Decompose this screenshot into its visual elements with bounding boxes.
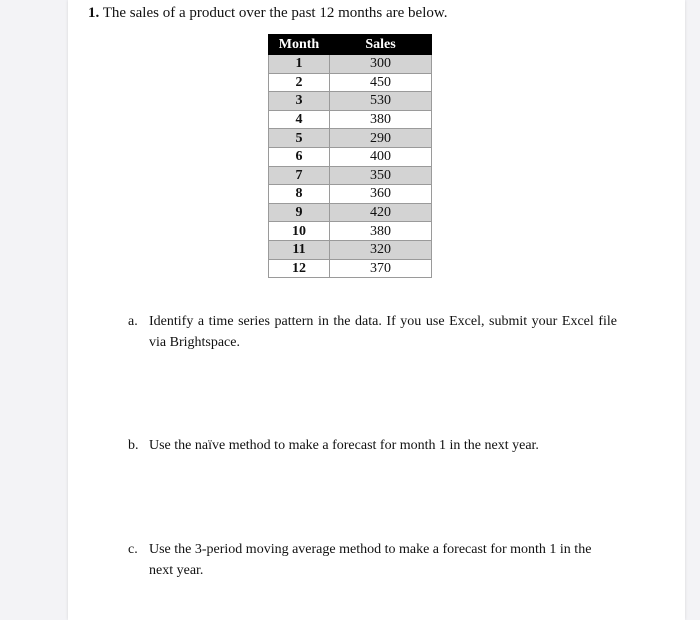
table-row bbox=[269, 185, 432, 204]
month-cell: 3 bbox=[269, 92, 330, 111]
sales-cell: 370 bbox=[330, 259, 432, 278]
part-b bbox=[128, 435, 628, 456]
sales-cell: 350 bbox=[330, 166, 432, 185]
sales-cell: 400 bbox=[330, 147, 432, 166]
table-row bbox=[269, 259, 432, 278]
sales-cell: 420 bbox=[330, 203, 432, 222]
month-cell: 8 bbox=[269, 185, 330, 204]
month-cell: 11 bbox=[269, 240, 330, 259]
month-cell: 9 bbox=[269, 203, 330, 222]
sales-cell: 300 bbox=[330, 55, 432, 74]
table-row bbox=[269, 55, 432, 74]
month-cell: 4 bbox=[269, 110, 330, 129]
table-row bbox=[269, 166, 432, 185]
sales-cell: 380 bbox=[330, 110, 432, 129]
table-row bbox=[269, 147, 432, 166]
part-b-text: Use the naïve method to make a forecast for month 1 in the next year. bbox=[149, 438, 539, 453]
question-heading bbox=[88, 5, 448, 22]
question-text: The sales of a product over the past 12 months are below. bbox=[102, 5, 448, 21]
part-a bbox=[128, 311, 628, 353]
header-sales: Sales bbox=[330, 35, 432, 55]
table-row bbox=[269, 129, 432, 148]
part-c bbox=[128, 539, 628, 581]
table-row bbox=[269, 203, 432, 222]
month-cell: 5 bbox=[269, 129, 330, 148]
sales-cell: 380 bbox=[330, 222, 432, 241]
sales-cell: 530 bbox=[330, 92, 432, 111]
part-b-letter: b. bbox=[128, 438, 139, 453]
sales-cell: 290 bbox=[330, 129, 432, 148]
part-c-letter: c. bbox=[128, 542, 138, 557]
table-row bbox=[269, 73, 432, 92]
table-row bbox=[269, 92, 432, 111]
month-cell: 2 bbox=[269, 73, 330, 92]
part-a-letter: a. bbox=[128, 314, 138, 329]
part-c-text: Use the 3-period moving average method to make a forecast for month 1 in the next year. bbox=[149, 542, 592, 578]
table-row bbox=[269, 110, 432, 129]
month-cell: 10 bbox=[269, 222, 330, 241]
question-number: 1. bbox=[88, 5, 100, 21]
sales-cell: 320 bbox=[330, 240, 432, 259]
table-row bbox=[269, 222, 432, 241]
sales-table bbox=[268, 34, 432, 278]
month-cell: 1 bbox=[269, 55, 330, 74]
month-cell: 12 bbox=[269, 259, 330, 278]
part-a-text: Identify a time series pattern in the data. If you use Excel, submit your Excel file via Brightspace. bbox=[149, 314, 617, 350]
month-cell: 6 bbox=[269, 147, 330, 166]
month-cell: 7 bbox=[269, 166, 330, 185]
sales-cell: 360 bbox=[330, 185, 432, 204]
header-month: Month bbox=[269, 35, 330, 55]
table-row bbox=[269, 240, 432, 259]
sales-cell: 450 bbox=[330, 73, 432, 92]
table-header-row bbox=[269, 35, 432, 55]
